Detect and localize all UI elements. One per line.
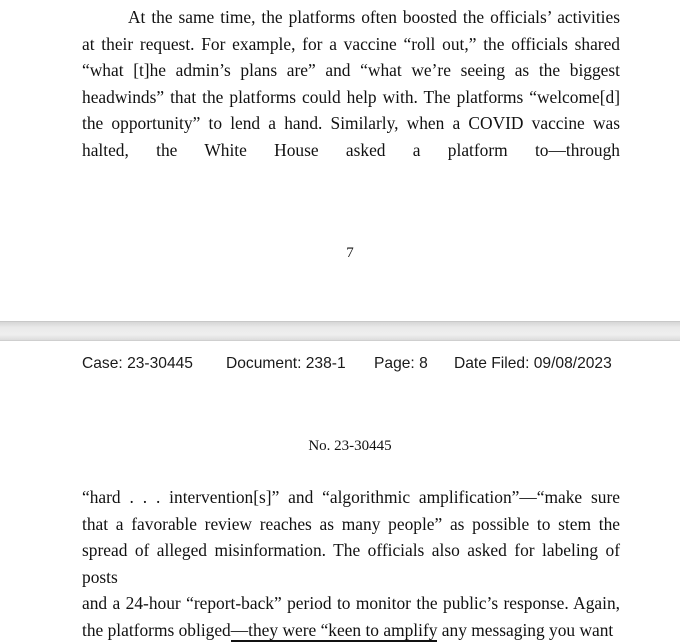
document-page-7: [0, 0, 680, 320]
text-line: halted, the White House asked a platform to—through: [82, 139, 620, 160]
page-separator: [0, 321, 680, 341]
text-line: At the same time, the platforms often boosted the officials’ activities: [128, 7, 620, 27]
text-line: “hard . . . intervention[s]” and “algorithmic amplification”—“make sure: [82, 487, 620, 507]
case-number: Case: 23-30445: [82, 355, 193, 372]
text-line: that a favorable review reaches as many people” as possible to stem the: [82, 513, 620, 534]
text-segment: any messaging you want: [437, 619, 614, 640]
docket-number: No. 23-30445: [308, 438, 392, 454]
underlined-text: —they were “keen to amplify: [230, 619, 438, 640]
text-line: at their request. For example, for a vaccine “roll out,” the officials shared: [82, 33, 620, 54]
document-number: Document: 238-1: [226, 355, 346, 372]
text-line: and a 24-hour “report-back” period to monitor the public’s response. Again,: [82, 593, 620, 614]
text-segment: the platforms obliged: [82, 619, 231, 640]
text-line: “what [t]he admin’s plans are” and “what we’re seeing as the biggest: [82, 60, 620, 81]
date-filed: Date Filed: 09/08/2023: [454, 355, 612, 372]
text-line: headwinds” that the platforms could help with. The platforms “welcome[d]: [82, 86, 620, 107]
body-paragraph-top: [82, 4, 620, 164]
text-line-last: [82, 617, 620, 644]
text-line: spread of alleged misinformation. The officials also asked for labeling of posts: [82, 540, 620, 587]
page-number: 7: [346, 245, 354, 261]
page-indicator: Page: 8: [374, 355, 428, 372]
text-line: the opportunity” to lend a hand. Similarly, when a COVID vaccine was: [82, 113, 620, 134]
